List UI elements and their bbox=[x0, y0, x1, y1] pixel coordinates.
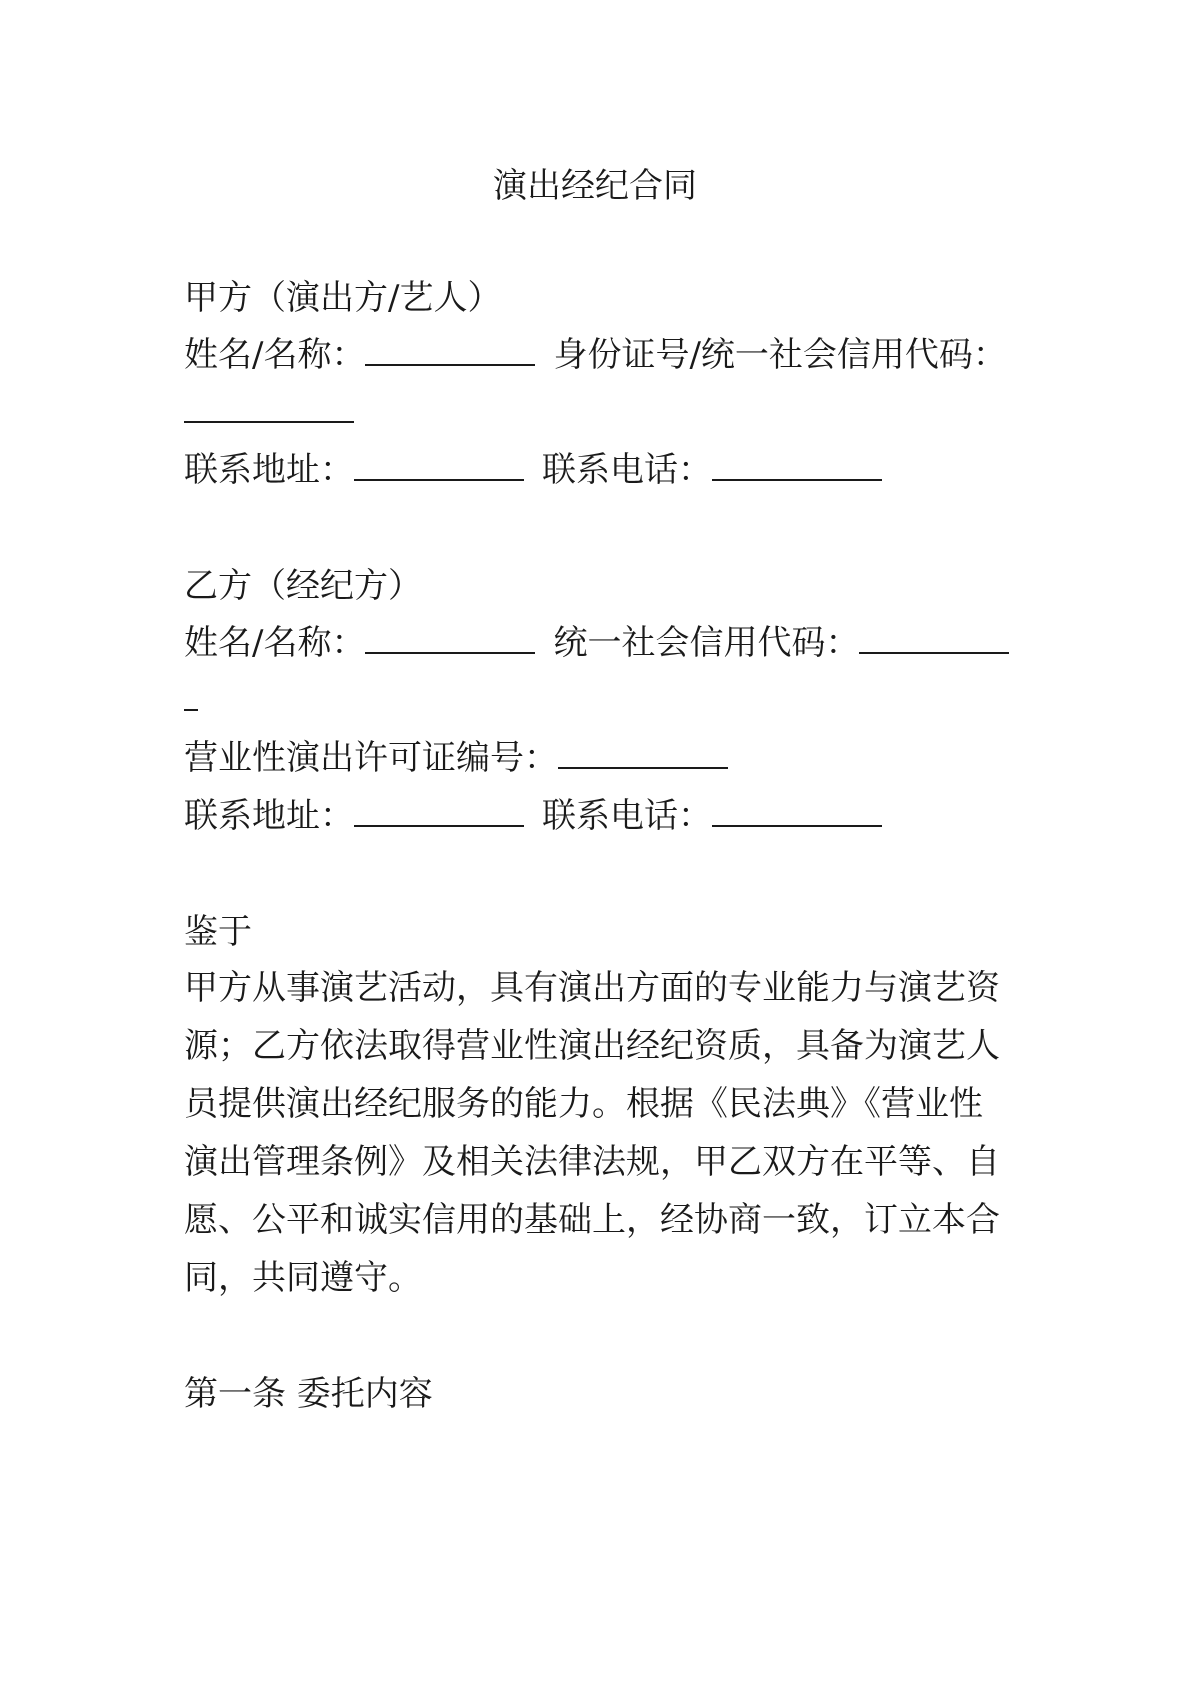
party-b-name-label: 姓名/名称： bbox=[184, 623, 366, 663]
party-b-heading: 乙方（经纪方） bbox=[184, 566, 422, 606]
party-a-id-row bbox=[184, 390, 1024, 434]
party-b-address-blank bbox=[354, 795, 524, 827]
preamble-line: 同，共同遵守。 bbox=[184, 1258, 422, 1298]
party-a-name-row bbox=[184, 333, 1024, 377]
preamble-line: 甲方从事演艺活动，具有演出方面的专业能力与演艺资 bbox=[184, 968, 1000, 1008]
party-a-id-label: 身份证号/统一社会信用代码： bbox=[553, 335, 1007, 375]
preamble-line: 员提供演出经纪服务的能力。根据《民法典》《营业性 bbox=[184, 1084, 983, 1124]
party-b-license-blank bbox=[558, 737, 728, 769]
party-b-contact-row bbox=[184, 794, 1024, 838]
party-a-id-blank bbox=[184, 391, 354, 423]
party-b-license-row bbox=[184, 736, 1024, 780]
preamble-line: 源；乙方依法取得营业性演出经纪资质，具备为演艺人 bbox=[184, 1026, 1000, 1066]
party-a-phone-label: 联系电话： bbox=[542, 450, 712, 490]
party-a-contact-row bbox=[184, 448, 1024, 492]
party-b-credit-code-label: 统一社会信用代码： bbox=[553, 623, 860, 663]
preamble-line: 愿、公平和诚实信用的基础上，经协商一致，订立本合 bbox=[184, 1200, 1000, 1240]
party-b-license-label: 营业性演出许可证编号： bbox=[184, 738, 558, 778]
party-a-address-label: 联系地址： bbox=[184, 450, 354, 490]
party-a-name-blank bbox=[365, 334, 535, 366]
party-b-phone-label: 联系电话： bbox=[542, 796, 712, 836]
party-b-name-row bbox=[184, 621, 1024, 665]
party-b-credit-code-cont-row bbox=[184, 678, 1024, 722]
party-a-address-blank bbox=[354, 449, 524, 481]
party-a-name-label: 姓名/名称： bbox=[184, 335, 366, 375]
party-b-credit-code-blank bbox=[859, 622, 1009, 654]
article-1-heading: 第一条 委托内容 bbox=[184, 1374, 433, 1414]
party-b-address-label: 联系地址： bbox=[184, 796, 354, 836]
party-a-heading: 甲方（演出方/艺人） bbox=[184, 278, 502, 318]
preamble-line: 演出管理条例》及相关法律法规，甲乙双方在平等、自 bbox=[184, 1142, 1000, 1182]
party-a-phone-blank bbox=[712, 449, 882, 481]
page-title: 演出经纪合同 bbox=[493, 166, 697, 206]
party-b-credit-code-blank-cont bbox=[184, 679, 198, 711]
preamble-heading: 鉴于 bbox=[184, 912, 252, 952]
party-b-phone-blank bbox=[712, 795, 882, 827]
party-b-name-blank bbox=[365, 622, 535, 654]
